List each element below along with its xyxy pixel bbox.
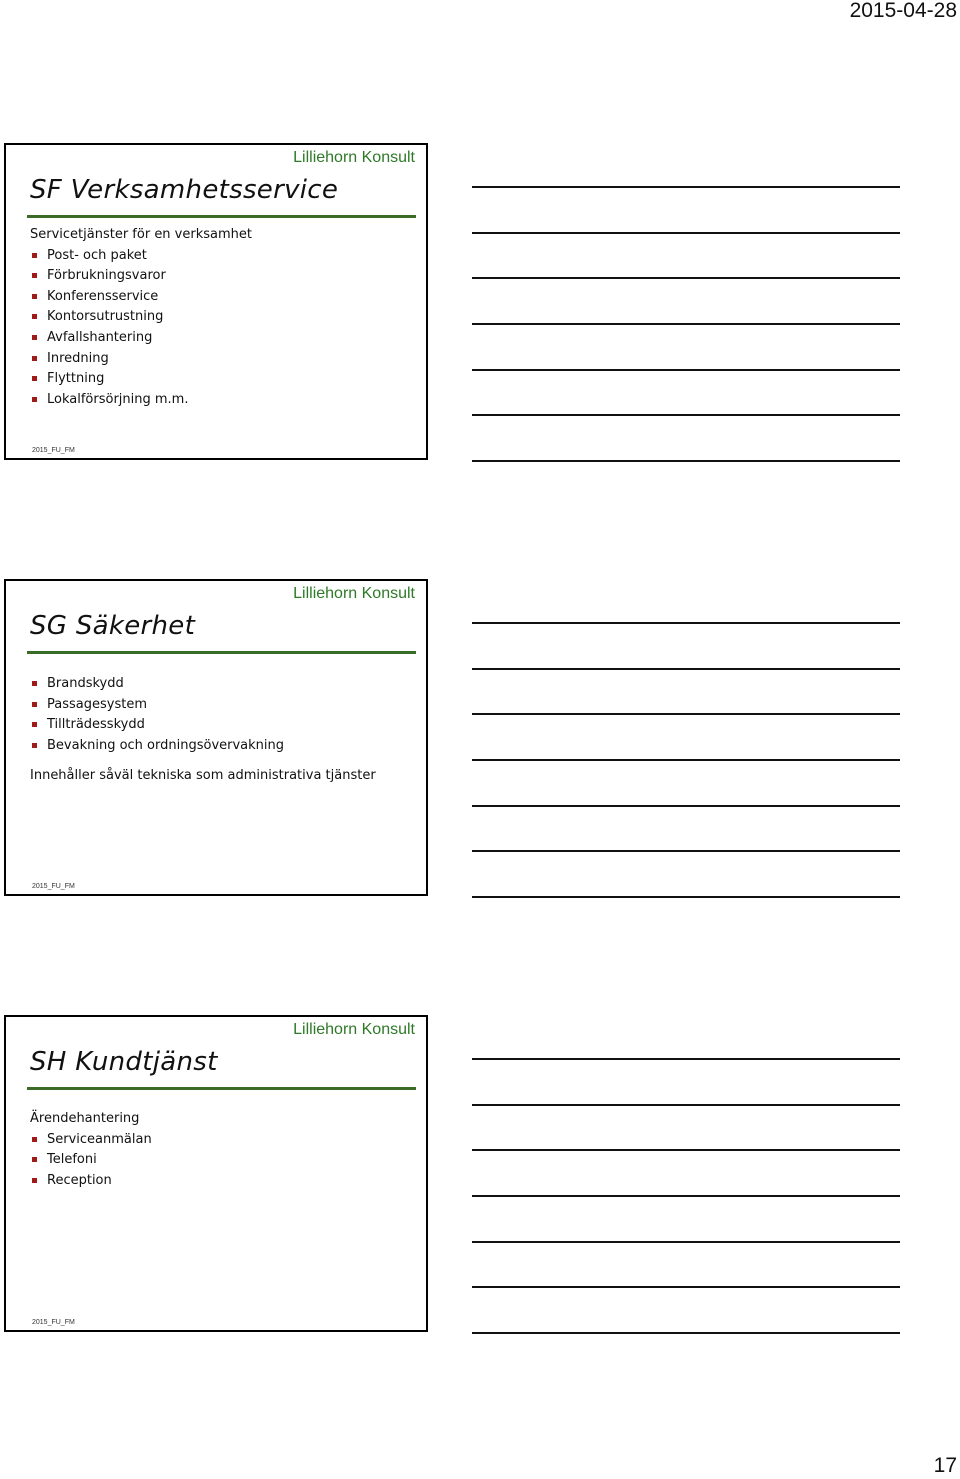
note-line xyxy=(472,1058,900,1060)
note-line xyxy=(472,1149,900,1151)
bullet-item: Lokalförsörjning m.m. xyxy=(30,390,416,411)
title-rule xyxy=(27,1087,416,1090)
bullet-item: Konferensservice xyxy=(30,287,416,308)
title-rule xyxy=(27,651,416,654)
slide-2 xyxy=(4,579,428,896)
slide-1 xyxy=(4,143,428,460)
note-line xyxy=(472,277,900,279)
note-line xyxy=(472,232,900,234)
body-spacer xyxy=(30,756,416,766)
slide-title: SG Säkerhet xyxy=(30,611,196,641)
bullet-item: Telefoni xyxy=(30,1150,416,1171)
note-line xyxy=(472,1286,900,1288)
body-line: Ärendehantering xyxy=(30,1111,140,1126)
slide-body xyxy=(30,1109,416,1191)
bullet-item: Passagesystem xyxy=(30,695,416,716)
slide-title: SH Kundtjänst xyxy=(30,1047,218,1077)
body-line: Servicetjänster för en verksamhet xyxy=(30,227,252,242)
bullet-item: Avfallshantering xyxy=(30,328,416,349)
bullet-item: Serviceanmälan xyxy=(30,1130,416,1151)
note-line xyxy=(472,896,900,898)
page-number: 17 xyxy=(933,1454,957,1477)
brand-label: Lilliehorn Konsult xyxy=(293,149,415,166)
bullet-item: Brandskydd xyxy=(30,674,416,695)
note-line xyxy=(472,414,900,416)
note-line xyxy=(472,1332,900,1334)
note-line xyxy=(472,668,900,670)
slide-3 xyxy=(4,1015,428,1332)
note-line xyxy=(472,850,900,852)
note-line xyxy=(472,713,900,715)
note-line xyxy=(472,323,900,325)
bullet-item: Flyttning xyxy=(30,369,416,390)
body-line: Innehåller såväl tekniska som administrativa tjänster xyxy=(30,768,376,784)
note-line xyxy=(472,1195,900,1197)
brand-label: Lilliehorn Konsult xyxy=(293,1021,415,1038)
note-line xyxy=(472,1104,900,1106)
page-date: 2015-04-28 xyxy=(849,0,957,22)
note-line xyxy=(472,369,900,371)
bullet-item: Kontorsutrustning xyxy=(30,307,416,328)
bullet-item: Tillträdesskydd xyxy=(30,715,416,736)
title-rule xyxy=(27,215,416,218)
bullet-item: Reception xyxy=(30,1171,416,1192)
bullet-item: Post- och paket xyxy=(30,246,416,267)
note-line xyxy=(472,186,900,188)
note-line xyxy=(472,759,900,761)
bullet-item: Inredning xyxy=(30,349,416,370)
slide-body xyxy=(30,225,416,410)
slide-title: SF Verksamhetsservice xyxy=(30,175,339,205)
slide-footer: 2015_FU_FM xyxy=(32,883,75,890)
bullet-item: Förbrukningsvaror xyxy=(30,266,416,287)
slide-body xyxy=(30,674,416,787)
slide-footer: 2015_FU_FM xyxy=(32,447,75,454)
note-line xyxy=(472,805,900,807)
bullet-item: Bevakning och ordningsövervakning xyxy=(30,736,416,757)
note-line xyxy=(472,622,900,624)
note-line xyxy=(472,460,900,462)
brand-label: Lilliehorn Konsult xyxy=(293,585,415,602)
note-line xyxy=(472,1241,900,1243)
slide-footer: 2015_FU_FM xyxy=(32,1319,75,1326)
